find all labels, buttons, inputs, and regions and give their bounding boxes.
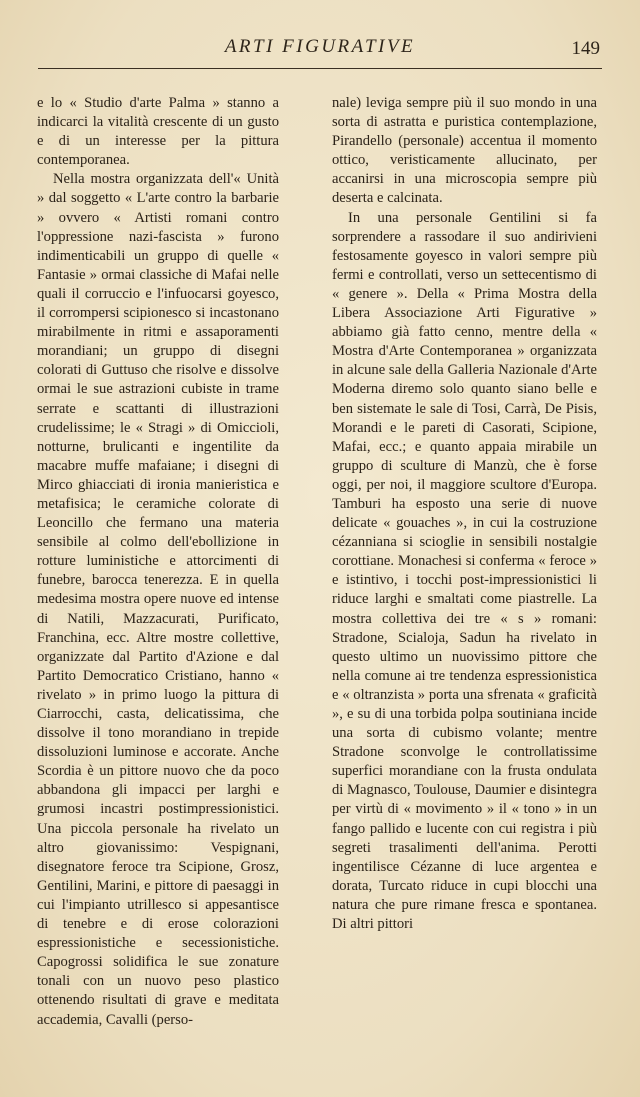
paragraph: e lo « Studio d'arte Palma » stanno a indicarci la vitalità crescente di un gusto e di un interesse per la pittura contemporanea. — [37, 95, 279, 169]
paragraph: Nella mostra organizzata dell'« Unità » dal soggetto « L'arte contro la barbarie » ovvero « Artisti romani contro l'oppressione nazi-fascista » furono indimenticabili un gruppo di quelle « Fantasie » ormai classiche di Mafai nelle quali il corruccio e l'infuocarsi goyesco, il corrompersi scipionesco si incastonano mirabilmente in ritmi e assaporamenti morandiani; un gruppo di disegni colorati di Guttuso che risolve e dissolve ormai le sue astrazioni cubiste in trame serrate e scattanti di illustrazioni crudelissime; le « Stragi » di Omiccioli, notturne, brulicanti e ingentilite da macabre muffe mafaiane; i disegni di Mirco ghiacciati di ironia manieristica e metafisica; le ceramiche colorate di Leoncillo che fermano una materia sensibile al colmo dell'ebollizione in rotture luministiche e attorcimenti di funebre, barocca tenerezza. E in quella medesima mostra opere nuove ed intense di Natili, Mazzacurati, Purificato, Franchina, ecc. Altre mostre collettive, organizzate dal Partito d'Azione e dal Partito Democratico Cristiano, hanno « rivelato » in primo luogo la pittura di Ciarrocchi, casta, delicatissima, che dissolve il tono morandiano in trepide dissoluzioni luminose e accorate. Anche Scordia è un pittore nuovo che da poco abbandona gli impacci per larghi e grumosi incastri postimpressionistici. Una piccola personale ha rivelato un altro giovanissimo: Vespignani, disegnatore feroce tra Scipione, Grosz, Gentilini, Marini, e pittore di paesaggi in cui l'impianto utrillesco si appesantisce di tenebre e di erose colorazioni espressionistiche e secessionistiche. Capogrossi solidifica le sue zonature tonali con un nuovo peso plastico ottenendo risultati di grave e meditata accademia, Cavalli (perso- — [37, 171, 279, 1028]
page-number: 149 — [571, 38, 600, 59]
paragraph: In una personale Gentilini si fa sorprendere a rassodare il suo andirivieni festosamente goyesco in valori sempre più fermi e controllati, verso un settecentismo di « genere ». Della « Prima Mostra della Libera Associazione Arti Figurative » abbiamo già fatto cenno, mentre della « Mostra d'Arte Contemporanea » organizzata in alcune sale della Galleria Nazionale d'Arte Moderna diremo solo quanto siano belle e ben sistemate le sale di Tosi, Carrà, De Pisis, Morandi e le pareti di Casorati, Scipione, Mafai, ecc.; e quanto appaia mirabile un gruppo di sculture di Manzù, che è forse oggi, per noi, il maggiore scultore d'Europa. Tamburi ha esposto una serie di nuove delicate « gouaches », in cui la costruzione cézanniana si scioglie in sensibili nostalgie corottiane. Monachesi si conferma « feroce » e istintivo, i tocchi post-impressionistici li riduce larghi e smaltati come piastrelle. La mostra collettiva dei tre « s » romani: Stradone, Scialoja, Sadun ha rivelato in questo ultimo un nuovissimo pittore che nella comune ai tre tendenza espressionistica e « oltranzista » porta una sfrenata « graficità », e su di una torbida polpa soutiniana incide una sorta di cubismo volante; mentre Stradone sconvolge le controllatissime superfici morandiane con la frusta ondulata di Magnasco, Toulouse, Daumier e disintegra per virtù di « movimento » il « tono » in un fango pallido e lucente con cui registra i più segreti trasalimenti dell'anima. Perotti ingentilisce Cézanne di luce argentea e dorata, Turcato riduce in cupi blocchi una natura che pure rimane fresca e spontanea. Di altri pittori — [332, 209, 597, 933]
text-column-right — [332, 94, 597, 934]
running-header — [38, 34, 602, 69]
text-column-left — [37, 94, 279, 1030]
paragraph: nale) leviga sempre più il suo mondo in una sorta di astratta e puristica contemplazione, Pirandello (personale) accentua il momento ottico, veristicamente allucinato, per accanirsi in una microscopia sempre più deserta e calcinata. — [332, 95, 597, 207]
running-title: ARTI FIGURATIVE — [224, 36, 416, 57]
